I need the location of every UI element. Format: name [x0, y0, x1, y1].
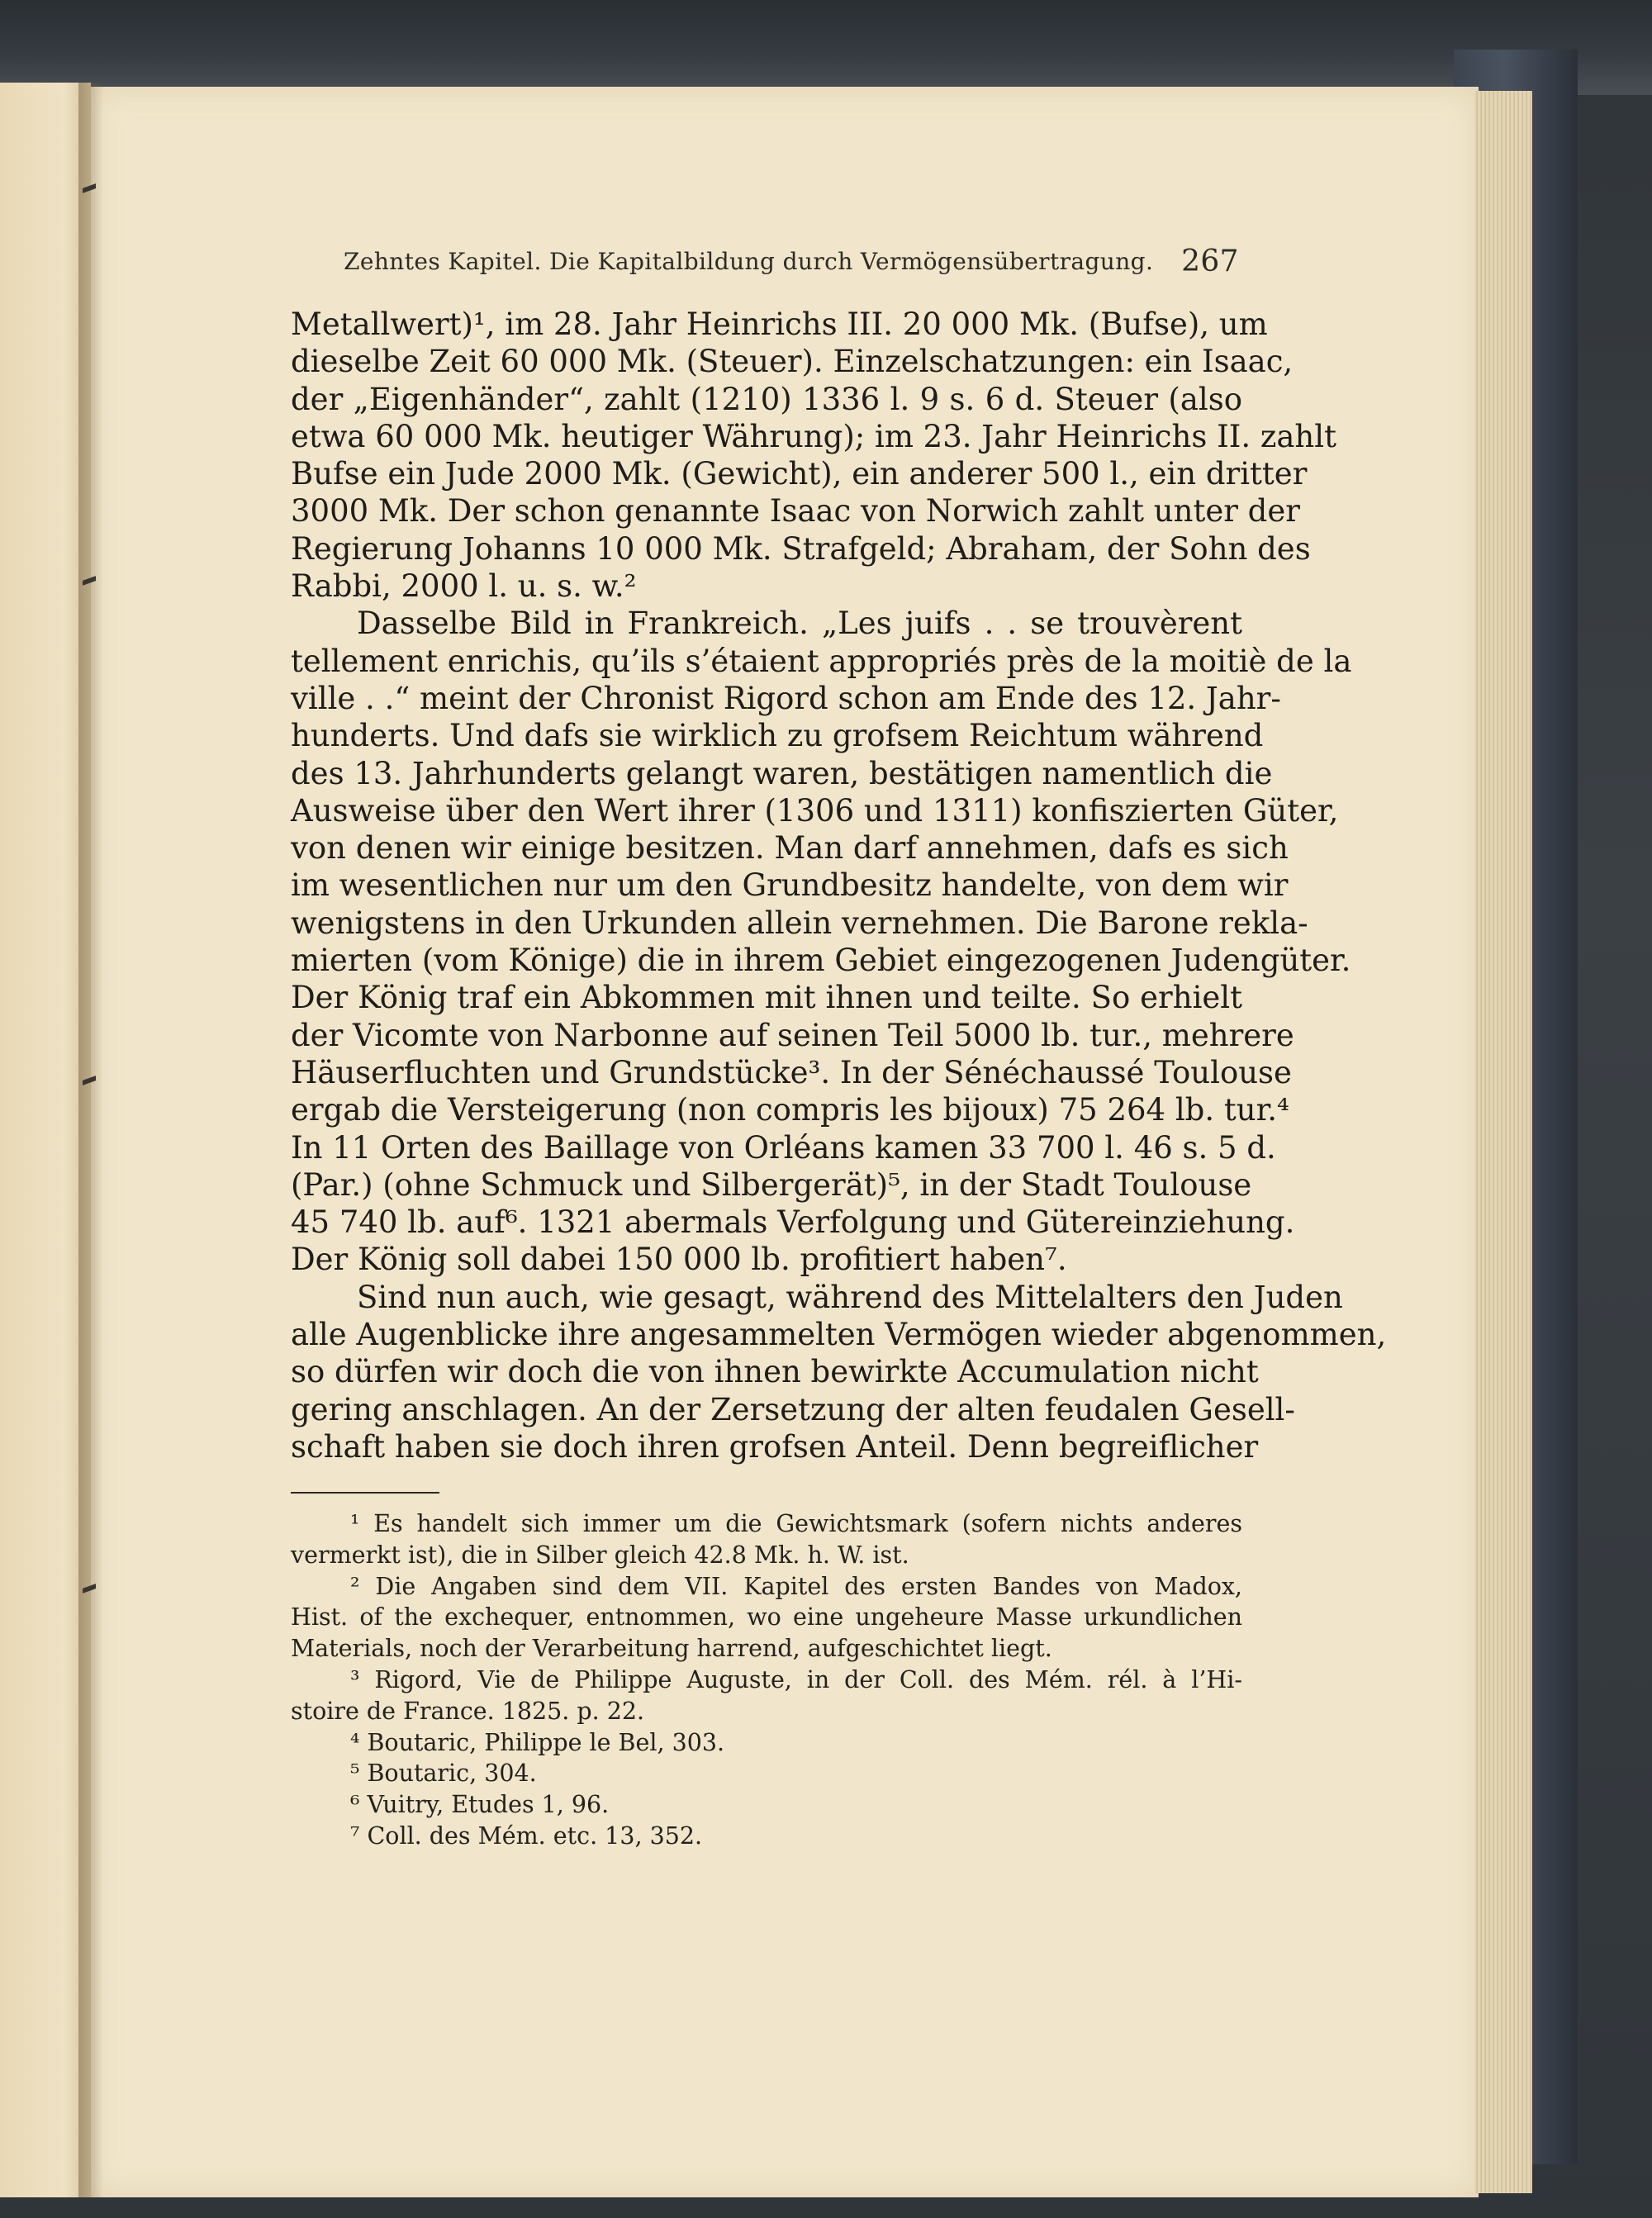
page-stack-edges — [1474, 91, 1532, 2193]
text-line: Der König traf ein Abkommen mit ihnen und teilte. So erhielt — [291, 980, 1242, 1016]
footnote-line: ³ Rigord, Vie de Philippe Auguste, in der Coll. des Mém. rél. à l’Hi- — [350, 1665, 1242, 1693]
text-line: schaft haben sie doch ihren grofsen Anteil. Denn begreiflicher — [291, 1428, 1259, 1465]
text-line: Häuserfluchten und Grundstücke³. In der Sénéchaussé Toulouse — [291, 1054, 1292, 1090]
text-line: von denen wir einige besitzen. Man darf annehmen, dafs es sich — [291, 830, 1289, 867]
text-line: tellement enrichis, qu’ils s’étaient appropriés près de la moitiè de la — [291, 643, 1352, 679]
footnote-line: ⁷ Coll. des Mém. etc. 13, 352. — [350, 1821, 703, 1850]
text-line: alle Augenblicke ihre angesammelten Vermögen wieder abgenommen, — [291, 1317, 1387, 1353]
left-page-edge — [0, 83, 91, 2197]
text-line: Ausweise über den Wert ihrer (1306 und 1311) konfiszierten Güter, — [291, 792, 1339, 829]
footnote-line: vermerkt ist), die in Silber gleich 42.8 Mk. h. W. ist. — [291, 1541, 909, 1569]
text-line: 3000 Mk. Der schon genannte Isaac von Norwich zahlt unter der — [291, 493, 1300, 530]
text-line: etwa 60 000 Mk. heutiger Währung); im 23. Jahr Heinrichs II. zahlt — [291, 418, 1336, 454]
book-gutter — [78, 83, 103, 2197]
text-line: hunderts. Und dafs sie wirklich zu grofsem Reichtum während — [291, 718, 1264, 754]
text-line: mierten (vom Könige) die in ihrem Gebiet eingezogenen Judengüter. — [291, 943, 1351, 979]
text-line: Metallwert)¹, im 28. Jahr Heinrichs III. 20 000 Mk. (Bufse), um — [291, 306, 1268, 342]
text-line: (Par.) (ohne Schmuck und Silbergerät)⁵, in der Stadt Toulouse — [291, 1166, 1252, 1203]
footnotes — [291, 1508, 1242, 1852]
footnote-line: ⁵ Boutaric, 304. — [350, 1760, 537, 1788]
text-line: ville . .“ meint der Chronist Rigord schon am Ende des 12. Jahr- — [291, 680, 1281, 716]
footnote-line: ⁶ Vuitry, Etudes 1, 96. — [350, 1791, 610, 1819]
footnote-line: ² Die Angaben sind dem VII. Kapitel des ersten Bandes von Madox, — [350, 1572, 1242, 1600]
text-line: gering anschlagen. An der Zersetzung der alten feudalen Gesell- — [291, 1391, 1295, 1427]
text-line: der „Eigenhänder“, zahlt (1210) 1336 l. 9 s. 6 d. Steuer (also — [291, 381, 1242, 417]
footnote-rule — [291, 1492, 439, 1494]
running-title: Zehntes Kapitel. Die Kapitalbildung durch Vermögensübertragung. — [344, 248, 1154, 275]
body-text — [291, 306, 1387, 1465]
footnote-line: stoire de France. 1825. p. 22. — [291, 1697, 645, 1725]
text-line: Rabbi, 2000 l. u. s. w.² — [291, 568, 637, 605]
text-line: dieselbe Zeit 60 000 Mk. (Steuer). Einzelschatzungen: ein Isaac, — [291, 344, 1294, 380]
text-line: Regierung Johanns 10 000 Mk. Strafgeld; Abraham, der Sohn des — [291, 530, 1311, 567]
text-line: 45 740 lb. auf⁶. 1321 abermals Verfolgung und Gütereinziehung. — [291, 1204, 1295, 1241]
text-line: Dasselbe Bild in Frankreich. „Les juifs . . se trouvèrent — [357, 606, 1242, 642]
text-line: ergab die Versteigerung (non compris les bijoux) 75 264 lb. tur.⁴ — [291, 1092, 1289, 1128]
footnote-line: Materials, noch der Verarbeitung harrend, aufgeschichtet liegt. — [291, 1635, 1052, 1663]
text-line: Bufse ein Jude 2000 Mk. (Gewicht), ein anderer 500 l., ein dritter — [291, 456, 1308, 492]
footnote-line: Hist. of the exchequer, entnommen, wo eine ungeheure Masse urkundlichen — [291, 1603, 1242, 1631]
running-header — [344, 245, 1239, 284]
footnote-line: ¹ Es handelt sich immer um die Gewichtsmark (sofern nichts anderes — [350, 1510, 1242, 1537]
text-line: so dürfen wir doch die von ihnen bewirkte Accumulation nicht — [291, 1354, 1259, 1390]
text-line: In 11 Orten des Baillage von Orléans kamen 33 700 l. 46 s. 5 d. — [291, 1129, 1276, 1166]
text-line: im wesentlichen nur um den Grundbesitz handelte, von dem wir — [291, 867, 1289, 904]
text-line: der Vicomte von Narbonne auf seinen Teil 5000 lb. tur., mehrere — [291, 1017, 1294, 1053]
text-line: Sind nun auch, wie gesagt, während des Mittelalters den Juden — [357, 1279, 1343, 1315]
text-line: Der König soll dabei 150 000 lb. profitiert haben⁷. — [291, 1242, 1067, 1278]
footnote-line: ⁴ Boutaric, Philippe le Bel, 303. — [350, 1728, 725, 1756]
text-line: wenigstens in den Urkunden allein vernehmen. Die Barone rekla- — [291, 905, 1308, 941]
scanner-top-band — [0, 0, 1652, 95]
page-number: 267 — [1181, 245, 1239, 278]
text-line: des 13. Jahrhunderts gelangt waren, bestätigen namentlich die — [291, 755, 1273, 791]
